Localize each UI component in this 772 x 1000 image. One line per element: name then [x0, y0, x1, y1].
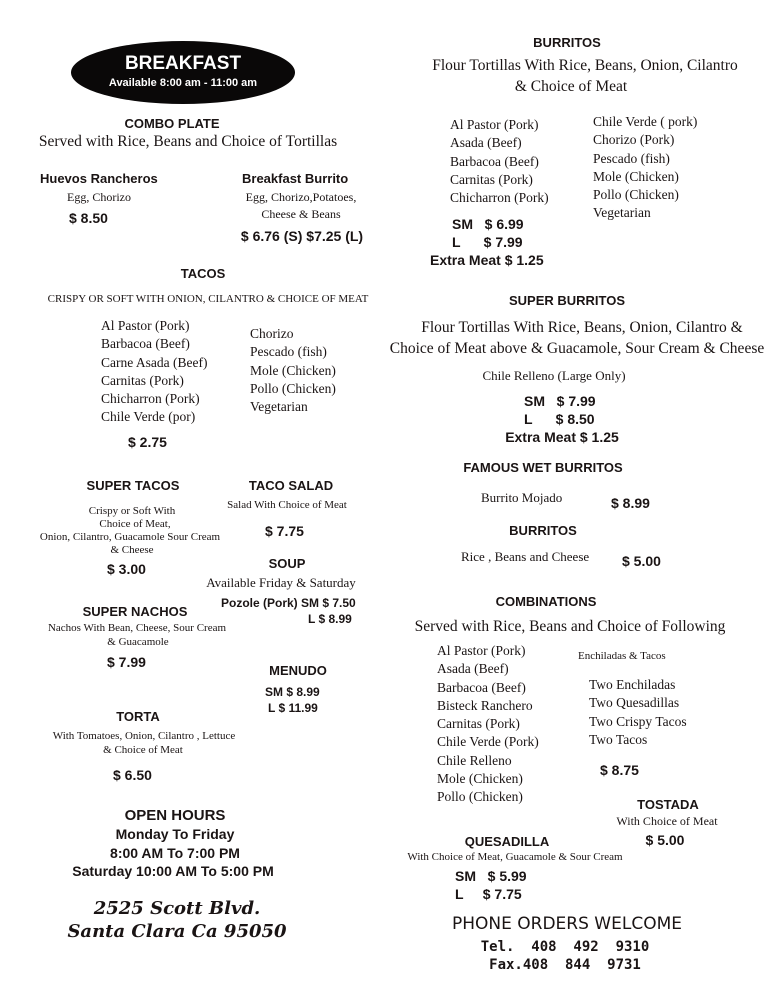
super-burritos-extra-meat: Extra Meat $ 1.25 [505, 429, 619, 445]
list-item: Chorizo [250, 326, 294, 341]
combinations-options [589, 676, 687, 749]
tostada-desc: With Choice of Meat [616, 814, 718, 828]
list-item: Vegetarian [250, 399, 308, 415]
list-item: Two Enchiladas [589, 677, 676, 692]
combo-plate-title: COMBO PLATE [124, 116, 220, 131]
list-item: Chile Verde ( pork) [593, 114, 698, 129]
quesadilla-title: QUESADILLA [464, 834, 550, 849]
pozole-large-price: L $ 8.99 [308, 612, 352, 626]
taco-salad-price: $ 7.75 [265, 523, 304, 539]
list-item: Carnitas (Pork) [101, 372, 184, 388]
super-burritos-sm-price: SM $ 7.99 [524, 393, 596, 409]
breakfast-burrito-desc: Egg, Chorizo,Potatoes, [245, 190, 357, 204]
list-item: Al Pastor (Pork) [101, 318, 190, 333]
huevos-rancheros-title: Huevos Rancheros [40, 171, 158, 186]
open-hours-line: 8:00 AM To 7:00 PM [110, 845, 240, 861]
wet-burritos-title: FAMOUS WET BURRITOS [463, 460, 623, 475]
super-tacos-desc: Onion, Cilantro, Guacamole Sour Cream [39, 531, 221, 543]
list-item: Chicharron (Pork) [101, 391, 200, 407]
breakfast-hours: Available 8:00 am - 11:00 am [108, 77, 258, 89]
burritos-meat-list [450, 116, 549, 207]
open-hours-line: Saturday 10:00 AM To 5:00 PM [72, 863, 274, 879]
super-nachos-desc: & Guacamole [107, 636, 169, 648]
menudo-l-price: L $ 11.99 [268, 701, 318, 715]
list-item: Pollo (Chicken) [593, 187, 679, 203]
super-tacos-desc: & Cheese [110, 544, 154, 556]
list-item: Chorizo (Pork) [593, 132, 675, 148]
burrito-mojado-price: $ 8.99 [611, 495, 650, 511]
open-hours-line: Monday To Friday [115, 826, 235, 842]
list-item: Carnitas (Pork) [437, 716, 520, 732]
super-burritos-title: SUPER BURRITOS [508, 293, 626, 308]
tacos-meat-list [101, 317, 207, 427]
combinations-price: $ 8.75 [600, 762, 639, 778]
tacos-desc: CRISPY OR SOFT WITH ONION, CILANTRO & CHOICE OF MEAT [47, 293, 369, 305]
open-hours-title: OPEN HOURS [124, 807, 226, 824]
telephone-number: Tel. 408 492 9310 [480, 939, 650, 955]
menudo-sm-price: SM $ 8.99 [265, 685, 320, 699]
torta-price: $ 6.50 [113, 767, 152, 783]
soup-desc: Available Friday & Saturday [206, 575, 356, 590]
super-burritos-desc: Choice of Meat above & Guacamole, Sour Cream & Cheese [389, 340, 765, 357]
super-nachos-desc: Nachos With Bean, Cheese, Sour Cream [47, 622, 227, 634]
address-street: 2525 Scott Blvd. [93, 898, 261, 919]
list-item: Carne Asada (Beef) [101, 354, 208, 370]
breakfast-title: BREAKFAST [124, 53, 242, 74]
address-city: Santa Clara Ca 95050 [67, 921, 287, 942]
huevos-rancheros-desc: Egg, Chorizo [67, 190, 131, 204]
phone-orders-title: PHONE ORDERS WELCOME [452, 914, 682, 934]
quesadilla-sm-price: SM $ 5.99 [455, 868, 527, 884]
burritos-l-price: L $ 7.99 [452, 234, 523, 250]
tacos-meat-list-2 [250, 325, 336, 416]
list-item: Al Pastor (Pork) [437, 643, 526, 658]
list-item: Mole (Chicken) [437, 771, 523, 787]
list-item: Barbacoa (Beef) [101, 336, 190, 352]
super-burritos-l-price: L $ 8.50 [524, 411, 595, 427]
super-nachos-price: $ 7.99 [107, 654, 146, 670]
burritos-desc: Flour Tortillas With Rice, Beans, Onion, Cilantro [432, 57, 738, 74]
soup-title: SOUP [268, 556, 306, 571]
list-item: Chicharron (Pork) [450, 190, 549, 206]
burrito-mojado: Burrito Mojado [481, 490, 563, 505]
tostada-price: $ 5.00 [645, 832, 685, 848]
burritos-bean-title: BURRITOS [509, 523, 577, 538]
list-item: Chile Verde (Pork) [437, 734, 539, 750]
super-tacos-price: $ 3.00 [107, 561, 146, 577]
menudo-title: MENUDO [269, 663, 327, 678]
burritos-desc: & Choice of Meat [514, 78, 628, 95]
tacos-title: TACOS [180, 266, 226, 281]
super-tacos-desc: Choice of Meat, [99, 518, 171, 530]
taco-salad-desc: Salad With Choice of Meat [227, 499, 347, 511]
list-item: Pescado (fish) [593, 150, 670, 166]
torta-desc: & Choice of Meat [103, 744, 183, 756]
tacos-price: $ 2.75 [128, 434, 167, 450]
list-item: Vegetarian [593, 205, 651, 221]
list-item: Barbacoa (Beef) [437, 679, 526, 695]
super-tacos-desc: Crispy or Soft With [88, 505, 176, 517]
combinations-sub: Enchiladas & Tacos [578, 650, 666, 662]
list-item: Al Pastor (Pork) [450, 117, 539, 132]
list-item: Two Tacos [589, 731, 648, 747]
super-burritos-desc: Flour Tortillas With Rice, Beans, Onion, Cilantro & [421, 319, 743, 336]
tostada-title: TOSTADA [637, 797, 699, 812]
torta-desc: With Tomatoes, Onion, Cilantro , Lettuce [52, 730, 236, 742]
taco-salad-title: TACO SALAD [248, 478, 334, 493]
quesadilla-l-price: L $ 7.75 [455, 886, 522, 902]
burritos-meat-list-2 [593, 113, 697, 223]
list-item: Two Crispy Tacos [589, 713, 687, 729]
fax-number: Fax.408 844 9731 [489, 957, 641, 973]
list-item: Two Quesadillas [589, 695, 680, 711]
combinations-desc: Served with Rice, Beans and Choice of Following [414, 618, 726, 635]
list-item: Bisteck Ranchero [437, 697, 533, 713]
combinations-meat-list [437, 642, 539, 807]
torta-title: TORTA [116, 709, 160, 724]
list-item: Mole (Chicken) [250, 362, 336, 378]
bean-burrito-price: $ 5.00 [622, 553, 661, 569]
list-item: Pollo (Chicken) [437, 789, 523, 805]
burritos-sm-price: SM $ 6.99 [452, 216, 524, 232]
super-nachos-title: SUPER NACHOS [82, 604, 188, 619]
list-item: Pescado (fish) [250, 344, 327, 360]
list-item: Pollo (Chicken) [250, 380, 336, 396]
list-item: Chile Verde (por) [101, 409, 196, 425]
burritos-extra-meat: Extra Meat $ 1.25 [430, 252, 544, 268]
list-item: Mole (Chicken) [593, 168, 679, 184]
quesadilla-desc: With Choice of Meat, Guacamole & Sour Cream [407, 851, 623, 863]
combo-plate-desc: Served with Rice, Beans and Choice of Tortillas [38, 133, 338, 150]
burritos-title: BURRITOS [533, 35, 601, 50]
list-item: Chile Relleno [437, 752, 512, 768]
list-item: Asada (Beef) [437, 661, 509, 677]
list-item: Asada (Beef) [450, 135, 522, 151]
super-burritos-note: Chile Relleno (Large Only) [482, 368, 626, 383]
breakfast-burrito-price: $ 6.76 (S) $7.25 (L) [240, 228, 364, 244]
breakfast-burrito-desc: Cheese & Beans [261, 207, 341, 221]
pozole-price: Pozole (Pork) SM $ 7.50 [221, 596, 356, 610]
bean-burrito: Rice , Beans and Cheese [461, 549, 590, 564]
breakfast-burrito-title: Breakfast Burrito [242, 171, 349, 186]
list-item: Carnitas (Pork) [450, 171, 533, 187]
super-tacos-title: SUPER TACOS [86, 478, 180, 493]
huevos-rancheros-price: $ 8.50 [69, 210, 108, 226]
list-item: Barbacoa (Beef) [450, 153, 539, 169]
combinations-title: COMBINATIONS [495, 594, 597, 609]
